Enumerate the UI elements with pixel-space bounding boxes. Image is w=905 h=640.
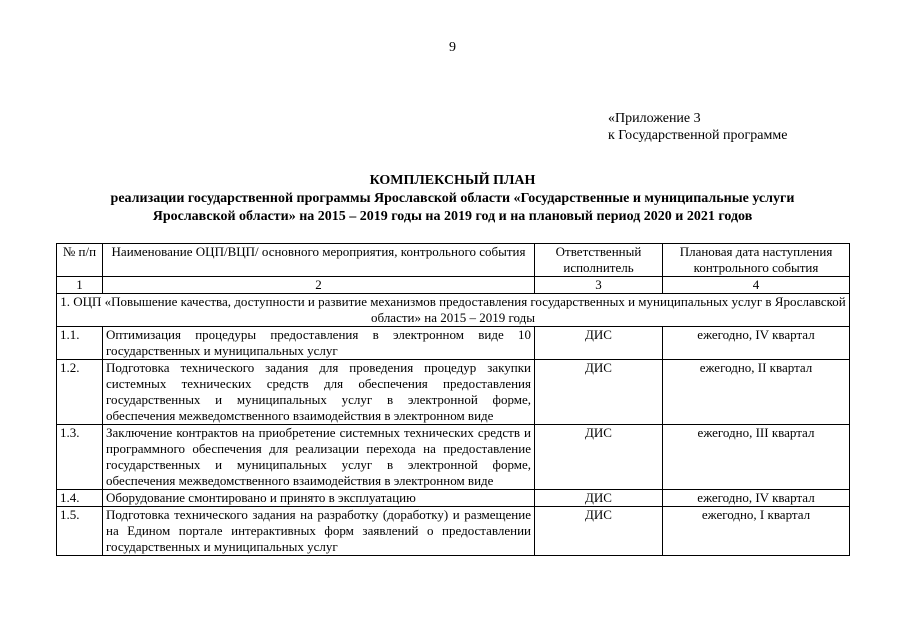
- section-row: [57, 294, 850, 327]
- row-name: Подготовка технического задания на разработку (доработку) и размещение на Едином портале интерактивных форм заявлений о предоставлении государственных и муниципальных услуг: [103, 507, 535, 556]
- row-name: Оборудование смонтировано и принято в эксплуатацию: [103, 490, 535, 507]
- column-number-row: [57, 277, 850, 294]
- row-name: Подготовка технического задания для проведения процедур закупки системных технических средств для обеспечения предоставления государственных и муниципальных услуг в электронной форме, обеспечения межведомственного взаимодействия в электронном виде: [103, 360, 535, 425]
- plan-table: [56, 243, 850, 556]
- title-line-2: реализации государственной программы Ярославской области «Государственные и муниципальные услуги: [110, 191, 795, 206]
- section-title: 1. ОЦП «Повышение качества, доступности и развитие механизмов предоставления государственных и муниципальных услуг в Ярославской области» на 2015 – 2019 годы: [57, 294, 850, 327]
- appendix-line-2: к Государственной программе: [608, 128, 788, 143]
- row-date: ежегодно, III квартал: [663, 425, 850, 490]
- row-executor: ДИС: [535, 327, 663, 360]
- table-header-row: [57, 244, 850, 277]
- title-line-3: Ярославской области» на 2015 – 2019 годы на 2019 год и на плановый период 2020 и 2021 годов: [152, 209, 753, 224]
- column-number: 1: [57, 277, 103, 294]
- header-executor: Ответственный исполнитель: [535, 244, 663, 277]
- page-number: 9: [449, 40, 456, 55]
- row-date: ежегодно, IV квартал: [663, 327, 850, 360]
- header-name: Наименование ОЦП/ВЦП/ основного мероприятия, контрольного события: [103, 244, 535, 277]
- table-row: [57, 490, 850, 507]
- table-row: [57, 425, 850, 490]
- row-num: 1.1.: [57, 327, 103, 360]
- appendix-note: [608, 110, 787, 144]
- row-date: ежегодно, IV квартал: [663, 490, 850, 507]
- table-row: [57, 327, 850, 360]
- header-date: Плановая дата наступления контрольного события: [663, 244, 850, 277]
- row-num: 1.3.: [57, 425, 103, 490]
- row-num: 1.2.: [57, 360, 103, 425]
- document-title: [40, 172, 865, 226]
- column-number: 2: [103, 277, 535, 294]
- table-row: [57, 360, 850, 425]
- row-date: ежегодно, I квартал: [663, 507, 850, 556]
- row-num: 1.5.: [57, 507, 103, 556]
- appendix-line-1: «Приложение 3: [608, 111, 701, 126]
- row-date: ежегодно, II квартал: [663, 360, 850, 425]
- row-executor: ДИС: [535, 490, 663, 507]
- row-executor: ДИС: [535, 507, 663, 556]
- title-line-1: КОМПЛЕКСНЫЙ ПЛАН: [369, 173, 536, 188]
- row-executor: ДИС: [535, 425, 663, 490]
- row-name: Оптимизация процедуры предоставления в электронном виде 10 государственных и муниципальных услуг: [103, 327, 535, 360]
- row-name: Заключение контрактов на приобретение системных технических средств и программного обеспечения для реализации перехода на предоставление государственных и муниципальных услуг в электронной форме, обеспечения межведомственного взаимодействия в электронном виде: [103, 425, 535, 490]
- column-number: 3: [535, 277, 663, 294]
- column-number: 4: [663, 277, 850, 294]
- row-num: 1.4.: [57, 490, 103, 507]
- header-num: № п/п: [57, 244, 103, 277]
- row-executor: ДИС: [535, 360, 663, 425]
- table-row: [57, 507, 850, 556]
